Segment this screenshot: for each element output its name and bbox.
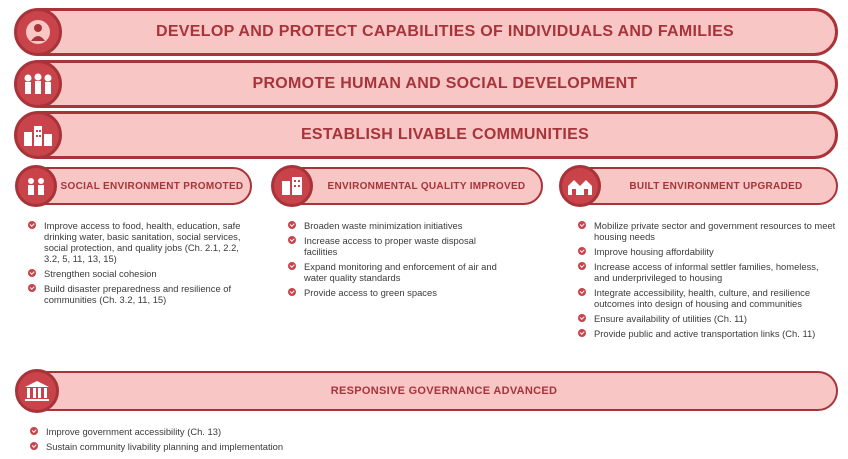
banner-capabilities — [18, 8, 838, 56]
list-item — [30, 441, 530, 452]
check-icon — [30, 427, 38, 435]
check-icon — [28, 221, 36, 229]
list-item-text: Sustain community livability planning and implementation — [46, 441, 284, 452]
social-icon — [15, 165, 57, 207]
banner-livable-label: ESTABLISH LIVABLE COMMUNITIES — [300, 126, 590, 143]
buildings-icon — [271, 165, 313, 207]
list-item — [578, 246, 836, 257]
check-icon — [288, 221, 296, 229]
list-item — [288, 287, 506, 298]
list-item-text: Provide public and active transportation links (Ch. 11) — [594, 328, 816, 339]
pill-environmental-quality — [276, 167, 543, 205]
check-icon — [578, 314, 586, 322]
banner-human-social — [18, 60, 838, 108]
check-icon — [578, 329, 586, 337]
check-icon — [28, 269, 36, 277]
list-item — [28, 268, 250, 279]
community-icon — [14, 111, 62, 159]
check-icon — [578, 262, 586, 270]
list-item — [578, 313, 836, 324]
list-item — [288, 261, 506, 283]
list-item — [28, 220, 250, 264]
check-icon — [578, 247, 586, 255]
list-item-text: Mobilize private sector and government resources to meet housing needs — [594, 220, 836, 242]
list-social-environment — [28, 220, 250, 309]
list-item — [578, 287, 836, 309]
houses-icon — [559, 165, 601, 207]
list-item — [288, 235, 506, 257]
list-governance — [30, 426, 530, 456]
list-item-text: Improve housing affordability — [594, 246, 714, 257]
list-item — [578, 261, 836, 283]
list-item-text: Build disaster preparedness and resilience of communities (Ch. 3.2, 11, 15) — [44, 283, 232, 305]
banner-human-social-label: PROMOTE HUMAN AND SOCIAL DEVELOPMENT — [252, 75, 638, 92]
list-item-text: Integrate accessibility, health, culture, and resilience outcomes into design of housing and communities — [594, 287, 811, 309]
list-item — [578, 328, 836, 339]
banner-livable — [18, 111, 838, 159]
banner-governance — [20, 371, 838, 411]
government-building-icon — [15, 369, 59, 413]
list-item-text: Increase access of informal settler families, homeless, and underprivileged to housing — [594, 261, 819, 283]
check-icon — [288, 262, 296, 270]
list-item-text: Strengthen social cohesion — [44, 268, 157, 279]
list-item — [288, 220, 506, 231]
pill-environmental-quality-label: ENVIRONMENTAL QUALITY IMPROVED — [327, 180, 526, 192]
list-item-text: Increase access to proper waste disposal facilities — [304, 235, 476, 257]
check-icon — [30, 442, 38, 450]
list-environmental-quality — [288, 220, 506, 302]
check-icon — [28, 284, 36, 292]
list-item-text: Broaden waste minimization initiatives — [304, 220, 463, 231]
list-item — [28, 283, 250, 305]
list-item — [30, 426, 530, 437]
list-built-environment — [578, 220, 836, 343]
list-item-text: Improve access to food, health, education, safe drinking water, basic sanitation, social services, social protection, and quality jobs (Ch. 2.1, 2.2, 3.2, 5, 11, 13, 15) — [44, 220, 241, 264]
check-icon — [288, 236, 296, 244]
check-icon — [288, 288, 296, 296]
list-item-text: Provide access to green spaces — [304, 287, 437, 298]
check-icon — [578, 288, 586, 296]
family-icon — [14, 8, 62, 56]
pill-social-environment-label: SOCIAL ENVIRONMENT PROMOTED — [60, 180, 244, 192]
banner-governance-label: RESPONSIVE GOVERNANCE ADVANCED — [330, 385, 558, 397]
pill-built-environment-label: BUILT ENVIRONMENT UPGRADED — [629, 180, 803, 192]
pill-built-environment — [564, 167, 838, 205]
check-icon — [578, 221, 586, 229]
list-item — [578, 220, 836, 242]
list-item-text: Expand monitoring and enforcement of air and water quality standards — [304, 261, 497, 283]
banner-capabilities-label: DEVELOP AND PROTECT CAPABILITIES OF INDIVIDUALS AND FAMILIES — [155, 23, 735, 40]
list-item-text: Improve government accessibility (Ch. 13) — [46, 426, 222, 437]
list-item-text: Ensure availability of utilities (Ch. 11) — [594, 313, 748, 324]
people-icon — [14, 60, 62, 108]
